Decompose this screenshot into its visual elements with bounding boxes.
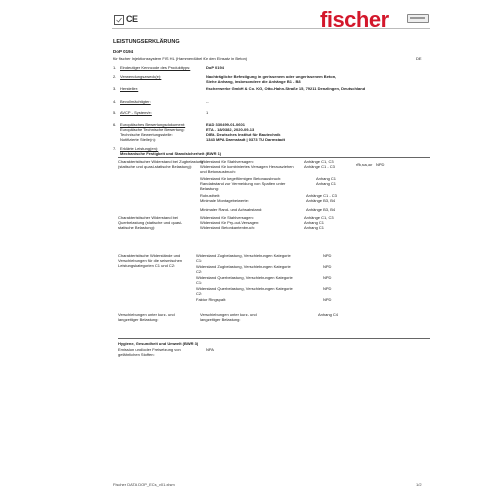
g4-row-desc: Verschiebungen unter kurz- und langzeitiger Belastung: [200,312,257,322]
g1-row-desc: Robustheit: [200,193,221,198]
dop-number: DoP 0194 [113,49,134,54]
item-7-label: Erklärte Leistung(en): [120,146,159,151]
item-6-value-eta: ETA - 18/0382, 2020-09-13 [206,127,255,132]
g1-side-value: NPD [376,162,385,167]
g1-row-desc: Widerstand für kombiniertes Versagen Herausziehen und Betonausbruch: [200,164,294,174]
item-4-label: Bevollmächtigter: [120,99,151,104]
item-5-num: 5. [113,110,117,115]
item-6-value-body: DIBt- Deutsches Institut für Bautechnik [206,132,281,137]
g1-side-label: τRk,sus,ucr [356,163,373,167]
group-2-label: Charakteristischer Widerstand bei Querbelastung (statische und quasi-statische Belastung): [118,215,183,230]
bwr3-heading: Hygiene, Gesundheit und Umwelt (BWR 3) [118,341,199,346]
g3-row-value: NPD [323,275,332,280]
item-6-value-notified: 1343 MPA Darmstadt | 0373 TU Darmstadt [206,137,285,142]
item-1-num: 1. [113,65,117,70]
g1-row-annex: Anhänge C1, C3 [304,159,334,164]
certification-logo [114,15,124,25]
g2-row-desc: Widerstand für Pry-out-Versagen: [200,220,260,225]
g1-row-annex: Anhang C1 [316,176,337,181]
g1-row-annex: Anhänge C1 - C3 [304,164,335,169]
bwr3-label: Emission und/oder Freisetzung von gefährlichen Stoffen: [118,347,181,357]
product-line: für fischer Injektionssystem FIS HL (Hammerdübel für den Einsatz in Beton) [113,56,248,61]
item-4-num: 4. [113,99,117,104]
bwr1-heading: Mechanische Festigkeit und Standsicherheit (BWR 1) [120,151,222,156]
item-5-value: 1 [206,110,209,115]
footer-filename: Fischer DATA DOP_ECs_v01.xlsm [113,482,175,487]
g1-row-annex: Anhang C1 [316,181,337,186]
g1-row-annex: Anhänge C1 - C3 [306,193,337,198]
item-1-value: DoP 0194 [206,65,224,70]
g3-row-desc: Widerstand Zugbelastung, Verschiebungen Kategorie C1: [196,253,291,263]
item-5-label: AVCP - System/e: [120,110,152,115]
item-6-value-ead: EAD 330499-01-0601 [206,122,245,127]
g2-row-desc: Widerstand Betonkantenbruch: [200,225,255,230]
item-2-value2: Siehe Anhang, insbesondere die Anhänge B1 - B8 [206,79,301,84]
bwr3-value: NPA [206,347,214,352]
g3-row-value: NPD [323,264,332,269]
item-3-value: fischerwerke GmbH & Co. KG, Otto-Hahn-Straße 15, 79211 Denzlingen, Deutschland [206,86,366,91]
g3-row-desc: Faktor Ringspalt: [196,297,227,302]
document-title: LEISTUNGSERKLÄRUNG [113,39,180,45]
item-7-num: 7. [113,146,117,151]
brand-logo: fischer [320,7,389,32]
g3-row-value: NPD [323,286,332,291]
g2-row-desc: Widerstand für Stahlversagen: [200,215,254,220]
item-3-label: Hersteller: [120,86,139,91]
item-3-num: 3. [113,86,117,91]
item-6-num: 6. [113,122,117,127]
g3-row-value: NPD [323,253,332,258]
group-3-label: Charakteristische Widerstände und Verschiebungen für die seismischen Leistungskategorien C1 und C2: [118,253,183,268]
g1-row-desc: Widerstand für Stahlversagen: [200,159,254,164]
footer-page-number: 1/2 [416,482,422,487]
g2-row-annex: Anhänge C1, C3 [304,215,334,220]
group-1-label: (statische und quasi-statische Belastung): [118,164,193,169]
group-1-label-line-1: Charakteristischer Widerstand bei Zugbelastung [118,159,204,164]
g3-row-desc: Widerstand Querbelastung, Verschiebungen Kategorie C2: [196,286,293,296]
certification-icon [116,17,122,23]
group-4-label: Verschiebungen unter kurz- und langzeitiger Belastung: [118,312,175,322]
item-4-value: -- [206,99,209,104]
g3-row-desc: Widerstand Querbelastung, Verschiebungen Kategorie C1: [196,275,293,285]
ce-mark: CE [126,14,138,24]
g1-row-annex: Anhänge B3, B4 [306,198,336,203]
item-2-value: Nachträgliche Befestigung in gerissenem oder ungerissenem Beton, [206,74,337,79]
item-6-label-body: Technische Bewertungsstelle: [120,132,173,137]
g3-row-desc: Widerstand Zugbelastung, Verschiebungen Kategorie C2: [196,264,291,274]
section-divider [118,157,430,158]
g2-row-annex: Anhang C1 [304,225,325,230]
g1-row-desc: Randabstand zur Vermeidung von Spalten unter Belastung: [200,181,286,191]
g1-row-annex: Anhänge B3, B4 [306,207,336,212]
item-1-label: Eindeutiger Kenncode des Produkttyps: [120,65,191,70]
item-6-label-notified: Notifizierte Stelle(n): [120,137,157,142]
section-divider [118,338,430,339]
g3-row-value: NPD [323,297,332,302]
g1-row-desc: Widerstand für kegelförmigen Betonausbruch: [200,176,282,181]
header-divider [112,28,430,29]
item-6-label-ead: Europäisches Bewertungsdokument: [120,122,186,127]
g1-row-desc: Minimaler Rand- und Achsabstand: [200,207,263,212]
item-6-label-eta: Europäische Technische Bewertung: [120,127,185,132]
g1-row-desc: Minimale Montagebeiwerte: [200,198,249,203]
brand-badge-icon [407,14,429,23]
item-2-num: 2. [113,74,117,79]
item-2-label: Verwendungszweck(e): [120,74,162,79]
g2-row-annex: Anhang C1 [304,220,325,225]
language-code: DE [416,56,422,61]
g4-row-annex: Anhang C4 [318,312,339,317]
